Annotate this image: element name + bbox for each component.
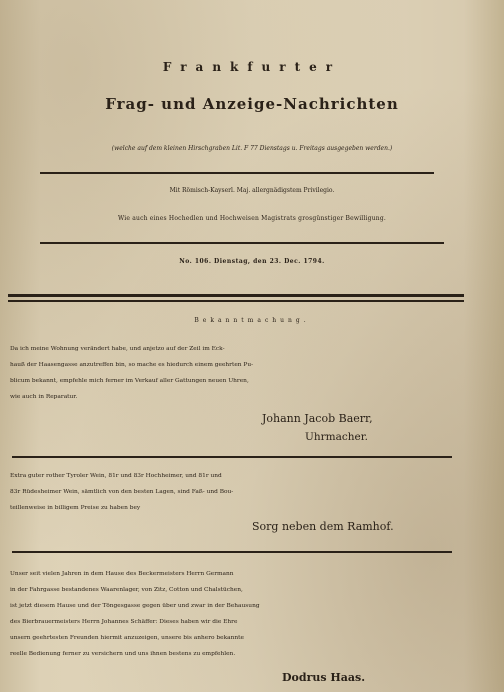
ad-signature: Dodrus Haas. <box>282 671 366 684</box>
divider <box>40 242 444 244</box>
ad-line: wie auch in Reparatur. <box>10 394 78 400</box>
divider-thick <box>8 294 464 297</box>
ad-line: Extra guter rother Tyroler Wein, 81r und 83r Hochheimer, und 81r und <box>10 473 222 479</box>
ad-signature: Sorg neben dem Ramhof. <box>252 520 394 533</box>
ad-line: des Bierbrauermeisters Herrn Johannes Schäffer: Dieses haben wir die Ehre <box>10 619 238 625</box>
ad-line: ist jetzt diesem Hause und der Töngesgasse gegen über und zwar in der Behausung <box>10 603 260 609</box>
magistrat-line: Wie auch eines Hochedlen und Hochweisen Magistrats grosgünstiger Bewilligung. <box>118 215 386 222</box>
divider <box>8 300 464 302</box>
ad-signature-role: Uhrmacher. <box>305 431 368 443</box>
ad-signature: Johann Jacob Baerr, <box>262 412 373 425</box>
masthead-subtitle: (welche auf dem kleinen Hirschgraben Lit. F 77 Dienstags u. Freitags ausgegeben werden.) <box>111 145 393 152</box>
ad-line: in der Fahrgasse bestandenes Waarenlager, von Zitz, Cotton und Chalstüchen, <box>10 587 243 593</box>
advertisement <box>10 566 464 662</box>
ad-line: Da ich meine Wohnung verändert habe, und anjetzo auf der Zeil im Eck- <box>10 346 225 352</box>
masthead-title: Frag- und Anzeige-Nachrichten <box>105 95 399 113</box>
ad-line: 83r Rüdesheimer Wein, sämtlich von den besten Lagen, sind Faß- und Bou- <box>10 489 234 495</box>
ad-line: teillenweise in billigem Preise zu haben bey <box>10 505 141 511</box>
divider <box>40 172 434 174</box>
ad-line: Unser seit vielen Jahren in dem Hause des Beckermeisters Herrn Germann <box>10 571 234 577</box>
ad-line: hauß der Haasengasse anzutreffen bin, so mache es hiedurch einem geehrten Pu- <box>10 362 254 368</box>
ad-line: reelle Bedienung ferner zu versichern und uns ihnen bestens zu empfehlen. <box>10 651 236 657</box>
ad-line: unsern geehrtesten Freunden hiermit anzuzeigen, unsere bis anhero bekannte <box>10 635 244 641</box>
ad-line: blicum bekannt, empfehle mich ferner im Verkauf aller Gattungen neuen Uhren, <box>10 378 249 384</box>
advertisement <box>10 341 464 405</box>
divider <box>12 551 452 553</box>
divider <box>12 456 452 458</box>
masthead-title-top: Frankfurter <box>162 60 342 74</box>
section-heading: Bekanntmachung. <box>194 317 310 324</box>
privilege-line: Mit Römisch-Kayserl. Maj. allergnädigstem Privilegio. <box>169 187 335 194</box>
advertisement <box>10 468 464 516</box>
issue-line: No. 106. Dienstag, den 23. Dec. 1794. <box>179 258 325 265</box>
